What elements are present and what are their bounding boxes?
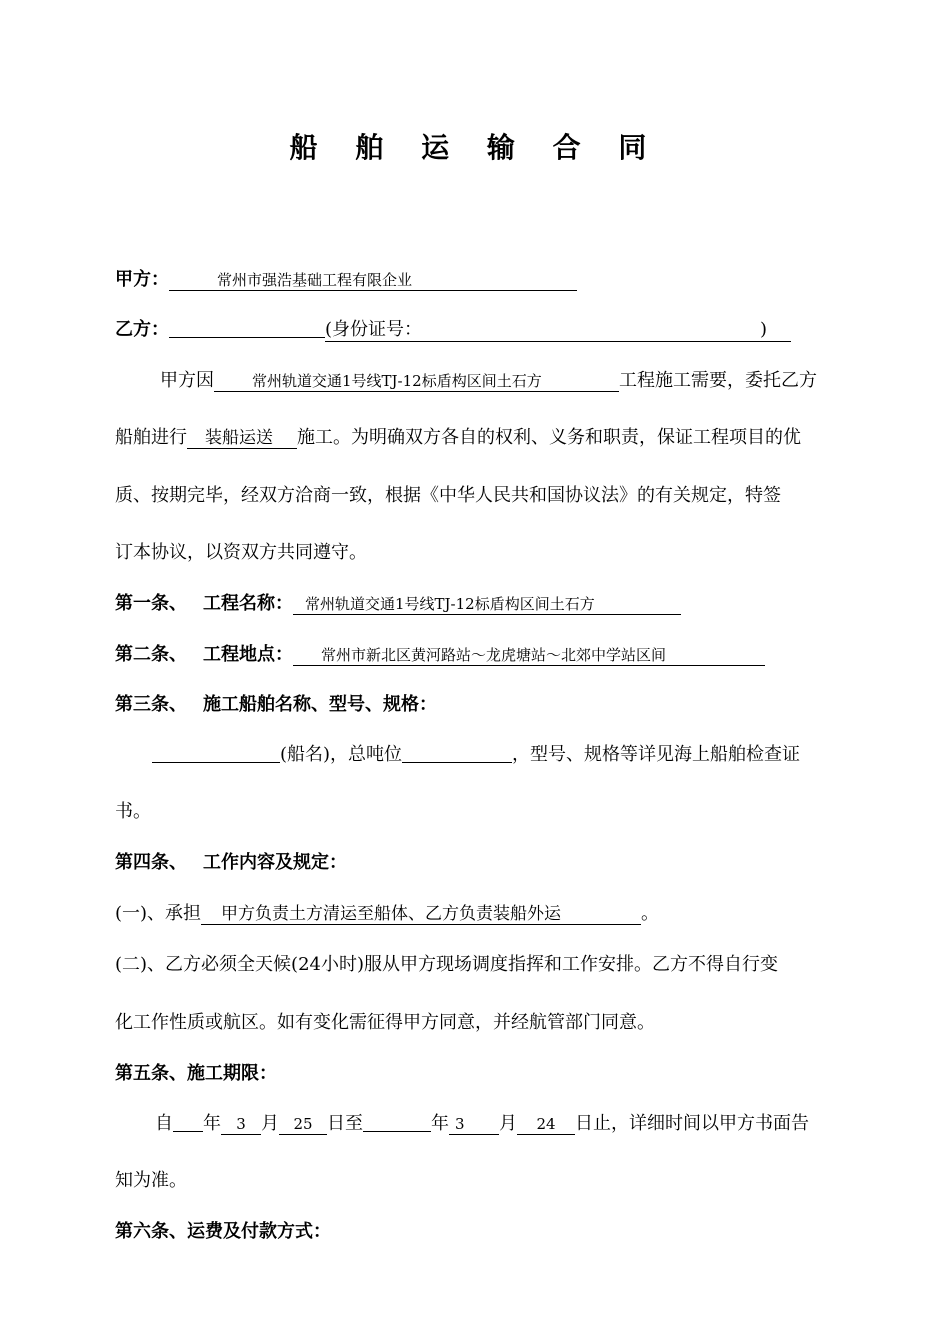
document-title: 船 舶 运 输 合 同 <box>289 131 661 164</box>
preamble-line-3: 质、按期完毕，经双方洽商一致，根据《中华人民共和国协议法》的有关规定，特签 <box>115 485 781 506</box>
article-3-title: 施工船舶名称、型号、规格： <box>203 694 437 715</box>
end-month-value: 3 <box>449 1114 499 1135</box>
start-year-blank <box>173 1113 203 1132</box>
article-2-title: 工程地点： <box>203 644 293 665</box>
article-3-text: ，型号、规格等详见海上船舶检查证 <box>512 744 801 765</box>
article-5-title: 第五条、施工期限： <box>115 1063 277 1084</box>
article-1 <box>115 592 681 616</box>
period-text: 日止，详细时间以甲方书面告 <box>575 1113 809 1134</box>
project-name-value: 常州轨道交通1号线TJ-12标盾构区间土石方 <box>293 594 681 615</box>
article-1-label: 第一条、 <box>115 593 187 614</box>
article-4-title: 工作内容及规定： <box>203 852 347 873</box>
period-text: 月 <box>499 1113 517 1134</box>
preamble-text: 甲方因 <box>160 370 214 391</box>
article-5-cont: 知为准。 <box>115 1170 187 1191</box>
article-3 <box>115 693 437 717</box>
article-2-label: 第二条、 <box>115 644 187 665</box>
article-4-item-2-line-1: (二)、乙方必须全天候(24小时)服从甲方现场调度指挥和工作安排。乙方不得自行变 <box>115 954 778 975</box>
period-text: 年 <box>203 1113 221 1134</box>
article-3-cont: 书。 <box>115 801 151 822</box>
period-text: 自 <box>155 1113 173 1134</box>
party-b-id-close: ) <box>760 319 768 340</box>
party-b-label: 乙方： <box>115 319 169 340</box>
article-6-title: 第六条、运费及付款方式： <box>115 1221 331 1242</box>
ship-name-blank <box>152 744 280 763</box>
end-day-value: 24 <box>517 1114 575 1135</box>
period-text: 日至 <box>327 1113 363 1134</box>
preamble-line-4: 订本协议，以资双方共同遵守。 <box>115 542 367 563</box>
party-b-id-field <box>325 319 791 342</box>
article-5-body <box>155 1112 809 1136</box>
party-b-name-blank <box>169 319 325 338</box>
article-4-item-1 <box>115 902 659 926</box>
item-1-end: 。 <box>641 903 660 924</box>
work-content-value: 甲方负责土方清运至船体、乙方负责装船外运 <box>201 904 641 925</box>
party-b-line <box>115 318 791 342</box>
preamble-line-1 <box>160 369 817 393</box>
item-1-label: (一)、承担 <box>115 903 202 924</box>
article-4-item-2-line-2: 化工作性质或航区。如有变化需征得甲方同意，并经航管部门同意。 <box>115 1012 655 1033</box>
article-3-text: (船名)，总吨位 <box>280 744 403 765</box>
start-month-value: 3 <box>221 1114 261 1135</box>
period-text: 年 <box>431 1113 449 1134</box>
article-1-title: 工程名称： <box>203 593 293 614</box>
project-location-value: 常州市新北区黄河路站～龙虎塘站～北郊中学站区间 <box>293 645 765 666</box>
tonnage-blank <box>402 744 512 763</box>
party-a-value: 常州市强浩基础工程有限企业 <box>169 270 577 291</box>
preamble-text: 船舶进行 <box>115 427 187 448</box>
end-year-blank <box>363 1113 431 1132</box>
article-3-body <box>152 743 800 767</box>
party-a-label: 甲方： <box>115 269 169 290</box>
project-name-field: 常州轨道交通1号线TJ-12标盾构区间土石方 <box>214 371 619 392</box>
party-b-id-label: (身份证号： <box>325 319 423 340</box>
period-text: 月 <box>261 1113 279 1134</box>
article-4 <box>115 851 347 875</box>
start-day-value: 25 <box>279 1114 327 1135</box>
article-3-label: 第三条、 <box>115 694 187 715</box>
preamble-text: 施工。为明确双方各自的权利、义务和职责，保证工程项目的优 <box>297 427 801 448</box>
article-6 <box>115 1220 331 1244</box>
preamble-line-2 <box>115 426 801 450</box>
article-5 <box>115 1062 277 1086</box>
article-2 <box>115 643 765 667</box>
party-a-line <box>115 268 577 292</box>
article-4-label: 第四条、 <box>115 852 187 873</box>
work-type-field: 装船运送 <box>187 428 297 449</box>
preamble-text: 工程施工需要，委托乙方 <box>619 370 817 391</box>
